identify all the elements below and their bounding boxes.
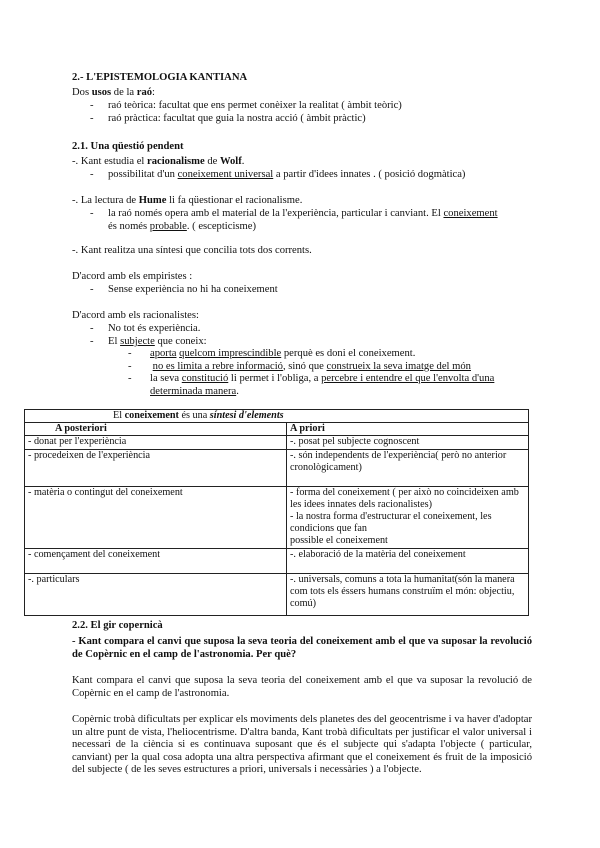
table-row: - matèria o contingut del coneixement - forma del coneixement ( per això no coincideixen amb les idees innates dels racionalistes) - la nostra forma d'estructurar el coneixement, les condicions que fan possible el coneixement: [25, 486, 529, 548]
table-header: A priori: [287, 423, 529, 436]
question: - Kant compara el canvi que suposa la seva teoria del coneixement amb el que va suposar la revolució de Copèrnic en el camp de l'astronomia. Per què?: [72, 636, 532, 660]
list-item: - El subjecte que coneix:: [72, 336, 532, 349]
heading-2-2: 2.2. El gir copernicà: [72, 620, 163, 631]
table-row: - començament del coneixement -. elaboració de la matèria del coneixement: [25, 548, 529, 573]
sub-list: [72, 348, 532, 398]
paragraph: -. Kant realitza una síntesi que concilia tots dos corrents.: [72, 245, 312, 256]
table-row: - donat per l'experiència -. posat pel subjecte cognoscent: [25, 436, 529, 449]
list-item: - la seva constitució li permet i l'obliga, a percebre i entendre el que l'envolta d'una determinada manera.: [72, 373, 532, 398]
paragraph: Kant compara el canvi que suposa la seva teoria del coneixement amb el que va suposar la revolució de Copèrnic en el camp de l'astronomia.: [72, 675, 532, 699]
heading-2-1: 2.1. Una qüestió pendent: [72, 141, 184, 152]
table-row: -. particulars -. universals, comuns a tota la humanitat(són la manera com tots els éssers humans construïm el món: objectiu, comú): [25, 573, 529, 615]
table-header: A posteriori: [25, 423, 287, 436]
list-item: - la raó només opera amb el material de la l'experiència, particular i canviant. El coneixement és només probable. ( escepticisme): [72, 208, 532, 233]
list-item: - no es limita a rebre informació, sinó que construeix la seva imatge del món: [72, 361, 532, 374]
list-item: - raó teòrica: facultat que ens permet conèixer la realitat ( àmbit teòric): [72, 100, 532, 113]
intro-line: Dos usos de la raó:: [72, 87, 155, 98]
table-caption: El coneixement és una síntesi d'elements: [25, 410, 529, 423]
list-item: - raó pràctica: facultat que guia la nostra acció ( àmbit pràctic): [72, 113, 532, 126]
paragraph: D'acord amb els racionalistes:: [72, 310, 199, 321]
uses-list: [72, 100, 532, 125]
paragraph: Copèrnic trobà dificultats per explicar els moviments dels planetes des del geocentrisme i va haver d'adoptar un altre punt de vista, l'heliocentrisme. D'altra banda, Kant trobà dificultats per justificar el valor universal i necessari de la ciència si es continuava suposant que és el subjecte qui s'adapta l'objecte ( particular, canviant) per la qual cosa adopta una altra perspectiva afirmant que el coneixement és fruit de la imposició del subjecte ( de les seves estructures a priori, universals i necessàries ) a l'objecte.: [72, 714, 532, 776]
list: [72, 323, 532, 348]
list-item: - No tot és experiència.: [72, 323, 532, 336]
paragraph: -. Kant estudia el racionalisme de Wolf.: [72, 156, 245, 167]
list-item: - aporta quelcom imprescindible perquè es doni el coneixement.: [72, 348, 532, 361]
table-row: - procedeixen de l'experiència -. són independents de l'experiència( però no anterior cronològicament): [25, 449, 529, 486]
list-item: - Sense experiència no hi ha coneixement: [72, 284, 532, 297]
list-item: - possibilitat d'un coneixement universal a partir d'idees innates . ( posició dogmàtica): [72, 169, 532, 182]
knowledge-table: [24, 409, 529, 616]
paragraph: D'acord amb els empiristes :: [72, 271, 193, 282]
paragraph: -. La lectura de Hume li fa qüestionar el racionalisme.: [72, 195, 303, 206]
section-title: 2.- L'EPISTEMOLOGIA KANTIANA: [72, 72, 248, 83]
